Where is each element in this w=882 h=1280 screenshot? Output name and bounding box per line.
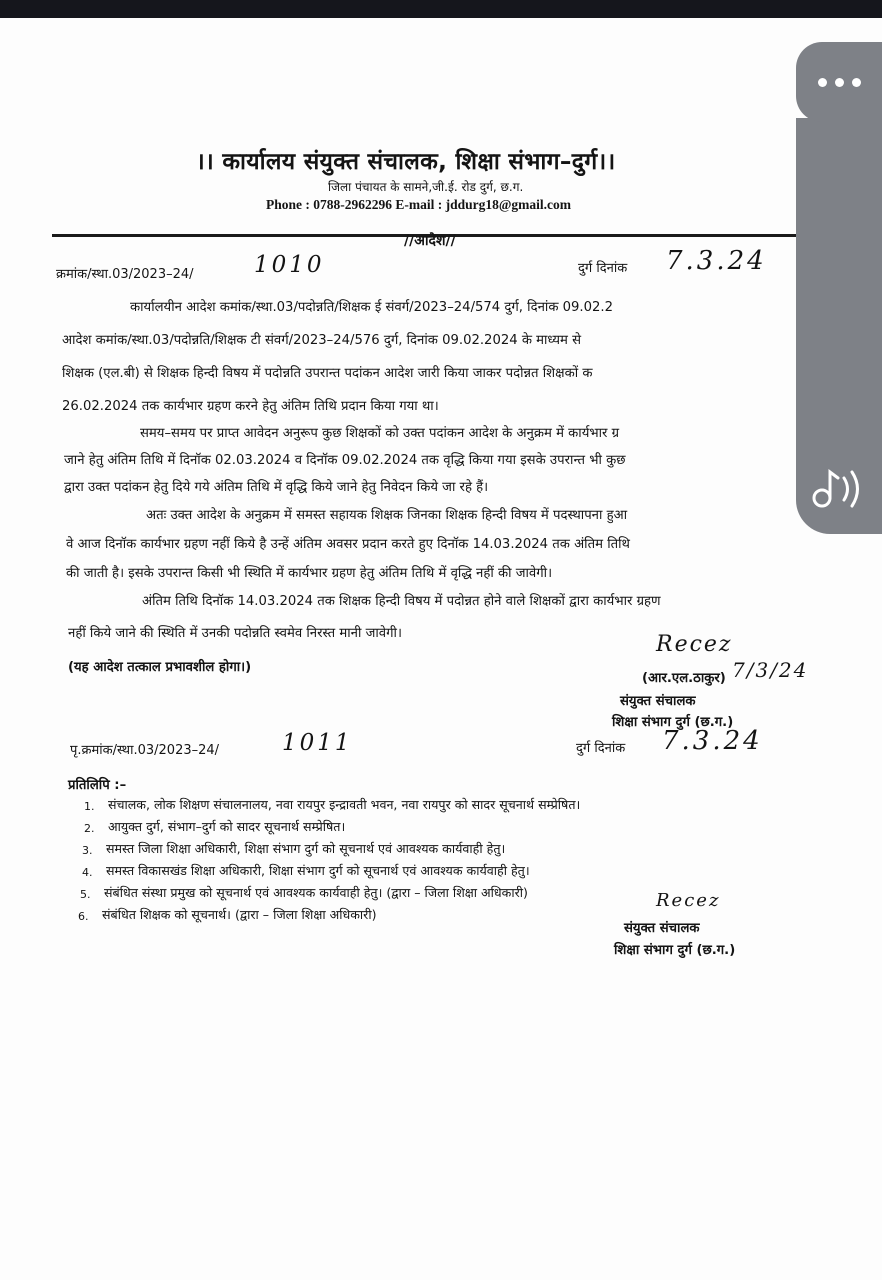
copy-item-number: 2.	[84, 822, 95, 835]
copy-item: समस्त विकासखंड शिक्षा अधिकारी, शिक्षा संभाग दुर्ग को सूचनार्थ एवं आवश्यक कार्यवाही हेतु।	[106, 863, 530, 878]
audio-panel[interactable]	[796, 118, 882, 534]
endorsement-number-label: पृ.क्रमांक/स्था.03/2023–24/	[70, 743, 220, 758]
order-document	[0, 18, 882, 1280]
signatory2-office: शिक्षा संभाग दुर्ग (छ.ग.)	[614, 943, 736, 958]
copy-item-number: 4.	[82, 866, 93, 879]
more-dot-icon	[835, 78, 844, 87]
body-line: अतः उक्त आदेश के अनुक्रम में समस्त सहायक शिक्षक जिनका शिक्षक हिन्दी विषय में पदस्थापना हुआ	[146, 508, 628, 523]
body-line: समय–समय पर प्राप्त आवेदन अनुरूप कुछ शिक्षकों को उक्त पदांकन आदेश के अनुक्रम में कार्यभार ग्र	[140, 426, 620, 441]
letterhead-address: जिला पंचायत के सामने,जी.ई. रोड दुर्ग, छ.ग.	[328, 180, 524, 194]
copy-item-number: 5.	[80, 888, 91, 901]
letterhead-contact: Phone : 0788-2962296 E-mail : jddurg18@gmail.com	[266, 197, 572, 212]
signatory-designation: संयुक्त संचालक	[620, 694, 696, 709]
signature-handwritten: Recez	[656, 632, 733, 657]
copy-item-number: 1.	[84, 800, 95, 813]
copy-item: संचालक, लोक शिक्षण संचालनालय, नवा रायपुर इन्द्रावती भवन, नवा रायपुर को सादर सूचनार्थ सम्प्रेषित।	[108, 797, 581, 812]
body-line: शिक्षक (एल.बी) से शिक्षक हिन्दी विषय में पदोन्नति उपरान्त पदांकन आदेश जारी किया जाकर पदोन्नत शिक्षकों क	[62, 366, 593, 381]
body-line: की जाती है। इसके उपरान्त किसी भी स्थिति में कार्यभार ग्रहण हेतु अंतिम तिथि में वृद्धि नहीं की जावेगी।	[66, 566, 553, 581]
order-date-handwritten: 7.3.24	[666, 246, 767, 276]
effective-note: (यह आदेश तत्काल प्रभावशील होगा।)	[68, 660, 252, 675]
order-number-label: क्रमांक/स्था.03/2023–24/	[56, 267, 194, 282]
signatory2-designation: संयुक्त संचालक	[624, 921, 700, 936]
copy-to-heading: प्रतिलिपि :–	[68, 778, 127, 793]
more-dot-icon	[852, 78, 861, 87]
audio-note-icon[interactable]	[808, 464, 868, 514]
order-date-label: दुर्ग दिनांक	[578, 261, 628, 276]
body-line: द्वारा उक्त पदांकन हेतु दिये गये अंतिम तिथि में वृद्धि किये जाने हेतु निवेदन किये जा रहे हैं।	[64, 480, 489, 495]
status-bar	[0, 0, 882, 18]
signatory-office: शिक्षा संभाग दुर्ग (छ.ग.)	[612, 715, 734, 730]
signatory-name: (आर.एल.ठाकुर)	[642, 671, 726, 686]
more-options-button[interactable]	[796, 42, 882, 122]
endorsement-date-label: दुर्ग दिनांक	[576, 741, 626, 756]
copy-item-number: 3.	[82, 844, 93, 857]
body-line: 26.02.2024 तक कार्यभार ग्रहण करने हेतु अंतिम तिथि प्रदान किया गया था।	[62, 399, 439, 414]
endorsement-date-handwritten: 7.3.24	[662, 726, 763, 756]
body-line: वे आज दिनॉक कार्यभार ग्रहण नहीं किये है उन्हें अंतिम अवसर प्रदान करते हुए दिनॉक 14.03.2024 तक अंतिम तिथि	[66, 537, 630, 552]
signature-date-handwritten: 7/3/24	[732, 658, 809, 682]
copy-item-number: 6.	[78, 910, 89, 923]
body-line: जाने हेतु अंतिम तिथि में दिनॉक 02.03.2024 व दिनॉक 09.02.2024 तक वृद्धि किया गया इसके उपरान्त भी कुछ	[64, 453, 626, 468]
body-line: आदेश कमांक/स्था.03/पदोन्नति/शिक्षक टी संवर्ग/2023–24/576 दुर्ग, दिनांक 09.02.2024 के माध्यम से	[62, 333, 582, 348]
copy-item: संबंधित शिक्षक को सूचनार्थ। (द्वारा – जिला शिक्षा अधिकारी)	[102, 907, 377, 922]
endorsement-number-handwritten: 1011	[282, 730, 353, 756]
body-line: अंतिम तिथि दिनॉक 14.03.2024 तक शिक्षक हिन्दी विषय में पदोन्नत होने वाले शिक्षकों द्वारा कार्यभार ग्रहण	[142, 594, 661, 609]
order-number-handwritten: 1010	[254, 252, 325, 278]
signature2-handwritten: Recez	[656, 890, 721, 911]
letterhead-title: ।। कार्यालय संयुक्त संचालक, शिक्षा संभाग–दुर्ग।।	[196, 149, 616, 175]
copy-item: संबंधित संस्था प्रमुख को सूचनार्थ एवं आवश्यक कार्यवाही हेतु। (द्वारा – जिला शिक्षा अधिकारी)	[104, 885, 528, 900]
order-heading: //आदेश//	[404, 233, 456, 249]
body-line: कार्यालयीन आदेश कमांक/स्था.03/पदोन्नति/शिक्षक ई संवर्ग/2023–24/574 दुर्ग, दिनांक 09.02.2	[130, 300, 613, 315]
more-dot-icon	[818, 78, 827, 87]
header-rule	[52, 234, 882, 237]
body-line: नहीं किये जाने की स्थिति में उनकी पदोन्नति स्वमेव निरस्त मानी जावेगी।	[68, 626, 402, 641]
copy-item: समस्त जिला शिक्षा अधिकारी, शिक्षा संभाग दुर्ग को सूचनार्थ एवं आवश्यक कार्यवाही हेतु।	[106, 841, 506, 856]
copy-item: आयुक्त दुर्ग, संभाग–दुर्ग को सादर सूचनार्थ सम्प्रेषित।	[108, 819, 346, 834]
